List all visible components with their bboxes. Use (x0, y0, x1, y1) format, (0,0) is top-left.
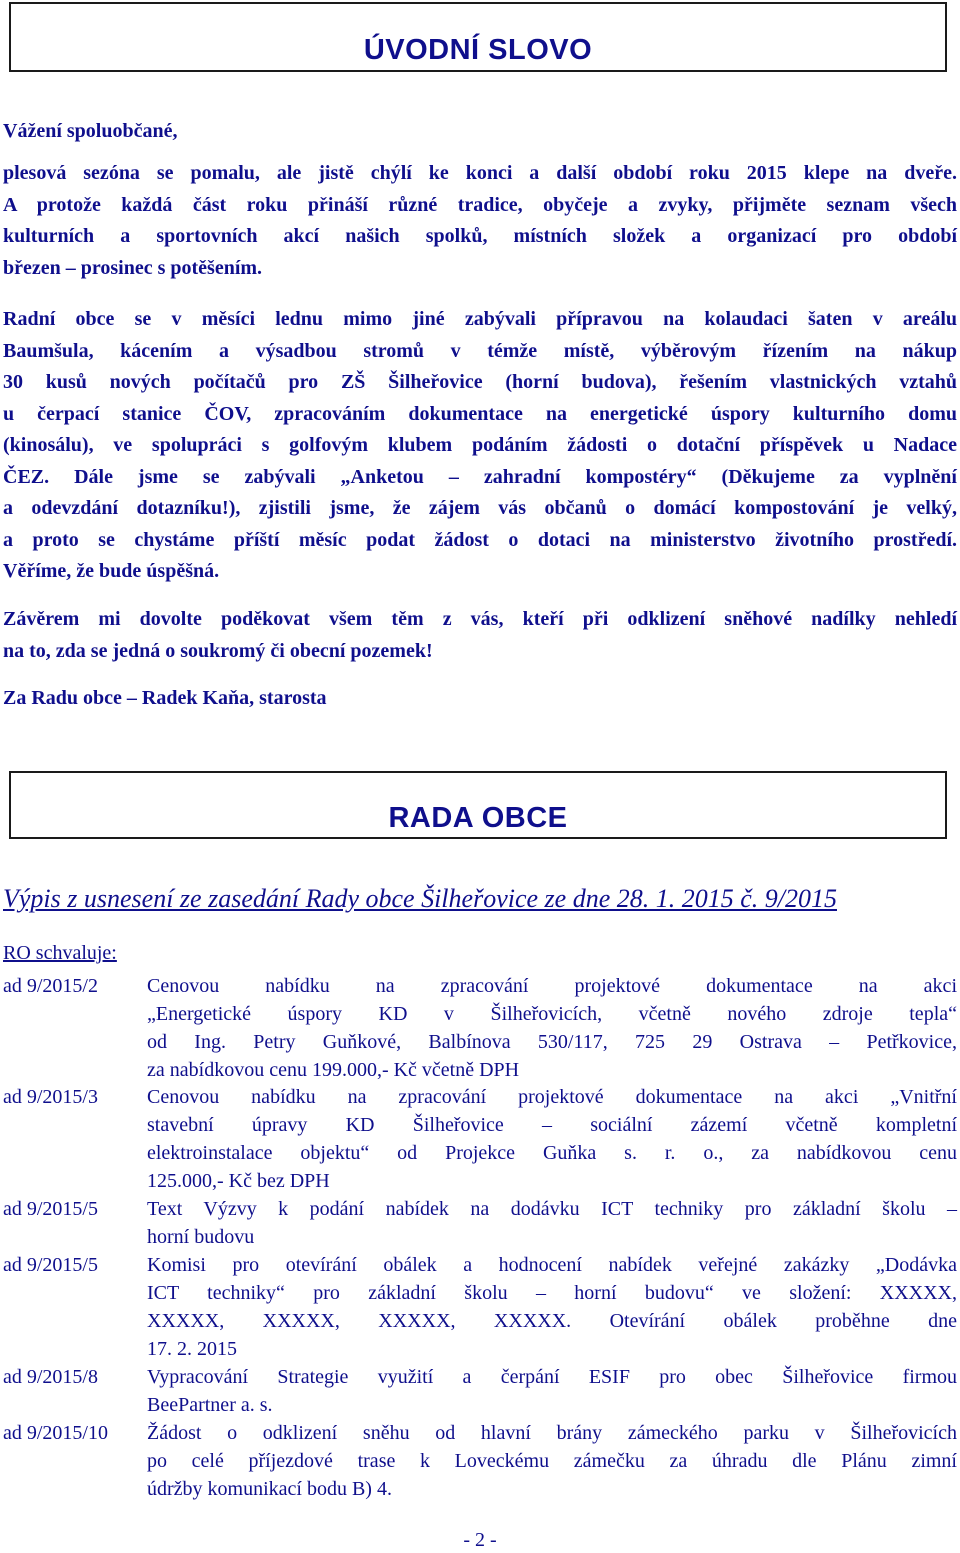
text-line: „Energetické úspory KD v Šilheřovicích, včetně nového zdroje tepla“ (147, 1003, 957, 1025)
ro-approves-label: RO schvaluje: (3, 942, 117, 964)
text-line: a odevzdání dotazníku!), zjistili jsme, že zájem vás občanů o domácí kompostování je velký, (3, 497, 957, 519)
resolution-code: ad 9/2015/3 (3, 1086, 98, 1108)
signature: Za Radu obce – Radek Kaňa, starosta (3, 687, 327, 709)
page-number: - 2 - (463, 1529, 497, 1551)
intro-title-box (9, 2, 947, 72)
text-line: A protože každá část roku přináší různé tradice, obyčeje a zvyky, přijměte seznam všech (3, 193, 957, 216)
text-line: Závěrem mi dovolte poděkovat všem těm z vás, kteří při odklizení sněhové nadílky nehledí (3, 608, 957, 630)
text-line: ČEZ. Dále jsme se zabývali „Anketou – zahradní kompostéry“ (Děkujeme za vyplnění (3, 465, 957, 488)
resolution-heading: Výpis z usnesení ze zasedání Rady obce Šilheřovice ze dne 28. 1. 2015 č. 9/2015 (3, 884, 837, 913)
text-line: a proto se chystáme příští měsíc podat žádost o dotaci na ministerstvo životního prostředí. (3, 528, 957, 551)
text-line: stavební úpravy KD Šilheřovice – sociální zázemí včetně kompletní (147, 1114, 957, 1136)
text-line: Komisi pro otevírání obálek a hodnocení nabídek veřejné zakázky „Dodávka (147, 1254, 957, 1276)
resolution-code: ad 9/2015/8 (3, 1366, 98, 1388)
resolution-code: ad 9/2015/2 (3, 975, 98, 997)
text-line: BeePartner a. s. (147, 1394, 273, 1416)
resolution-code: ad 9/2015/5 (3, 1198, 98, 1220)
resolution-code: ad 9/2015/10 (3, 1422, 108, 1444)
resolution-text (147, 1251, 957, 1363)
resolution-text (147, 1195, 957, 1251)
intro-paragraph-2 (3, 304, 957, 588)
council-title: RADA OBCE (388, 802, 568, 834)
intro-paragraph-1 (3, 158, 957, 284)
resolution-text (147, 1363, 957, 1419)
council-title-box (9, 771, 947, 839)
text-line: od Ing. Petry Guňkové, Balbínova 530/117, 725 29 Ostrava – Petřkovice, (147, 1031, 957, 1053)
resolution-text (147, 972, 957, 1084)
text-line: 30 kusů nových počítačů pro ZŠ Šilheřovice (horní budova), řešením vlastnických vztahů (3, 371, 957, 393)
text-line: (kinosálu), ve spolupráci s golfovým klubem podáním žádosti o dotační příspěvek u Nadace (3, 434, 957, 456)
text-line: Věříme, že bude úspěšná. (3, 560, 220, 582)
text-line: Radní obce se v měsíci lednu mimo jiné zabývali přípravou na kolaudaci šaten v areálu (3, 308, 957, 330)
text-line: Text Výzvy k podání nabídek na dodávku ICT techniky pro základní školu – (147, 1198, 957, 1220)
text-line: po celé příjezdové trase k Loveckému zámečku za úhradu dle Plánu zimní (147, 1450, 957, 1472)
text-line: ICT techniky“ pro základní školu – horní budovu“ ve složení: XXXXX, (147, 1282, 957, 1304)
text-line: březen – prosinec s potěšením. (3, 256, 263, 279)
text-line: kulturních a sportovních akcí našich spolků, místních složek a organizací pro období (3, 225, 957, 247)
intro-paragraph-3 (3, 604, 957, 667)
resolution-text (147, 1419, 957, 1503)
text-line: 125.000,- Kč bez DPH (147, 1170, 330, 1192)
text-line: na to, zda se jedná o soukromý či obecní pozemek! (3, 639, 433, 662)
intro-title: ÚVODNÍ SLOVO (363, 34, 593, 66)
text-line: horní budovu (147, 1226, 255, 1248)
greeting: Vážení spoluobčané, (3, 120, 178, 142)
text-line: elektroinstalace objektu“ od Projekce Guňka s. r. o., za nabídkovou cenu (147, 1142, 957, 1164)
text-line: za nabídkovou cenu 199.000,- Kč včetně DPH (147, 1059, 520, 1081)
text-line: údržby komunikací bodu B) 4. (147, 1478, 392, 1500)
text-line: XXXXX, XXXXX, XXXXX, XXXXX. Otevírání obálek proběhne dne (147, 1310, 957, 1332)
text-line: Žádost o odklizení sněhu od hlavní brány zámeckého parku v Šilheřovicích (147, 1422, 957, 1444)
text-line: Baumšula, kácením a výsadbou stromů v témže místě, výběrovým řízením na nákup (3, 339, 957, 362)
text-line: Cenovou nabídku na zpracování projektové dokumentace na akci (147, 975, 957, 997)
text-line: 17. 2. 2015 (147, 1338, 237, 1360)
resolution-code: ad 9/2015/5 (3, 1254, 98, 1276)
text-line: u čerpací stanice ČOV, zpracováním dokumentace na energetické úspory kulturního domu (3, 402, 957, 425)
resolution-text (147, 1083, 957, 1195)
text-line: Cenovou nabídku na zpracování projektové dokumentace na akci „Vnitřní (147, 1086, 957, 1108)
text-line: plesová sezóna se pomalu, ale jistě chýlí ke konci a další období roku 2015 klepe na dveře. (3, 162, 957, 184)
text-line: Vypracování Strategie využití a čerpání ESIF pro obec Šilheřovice firmou (147, 1366, 957, 1388)
